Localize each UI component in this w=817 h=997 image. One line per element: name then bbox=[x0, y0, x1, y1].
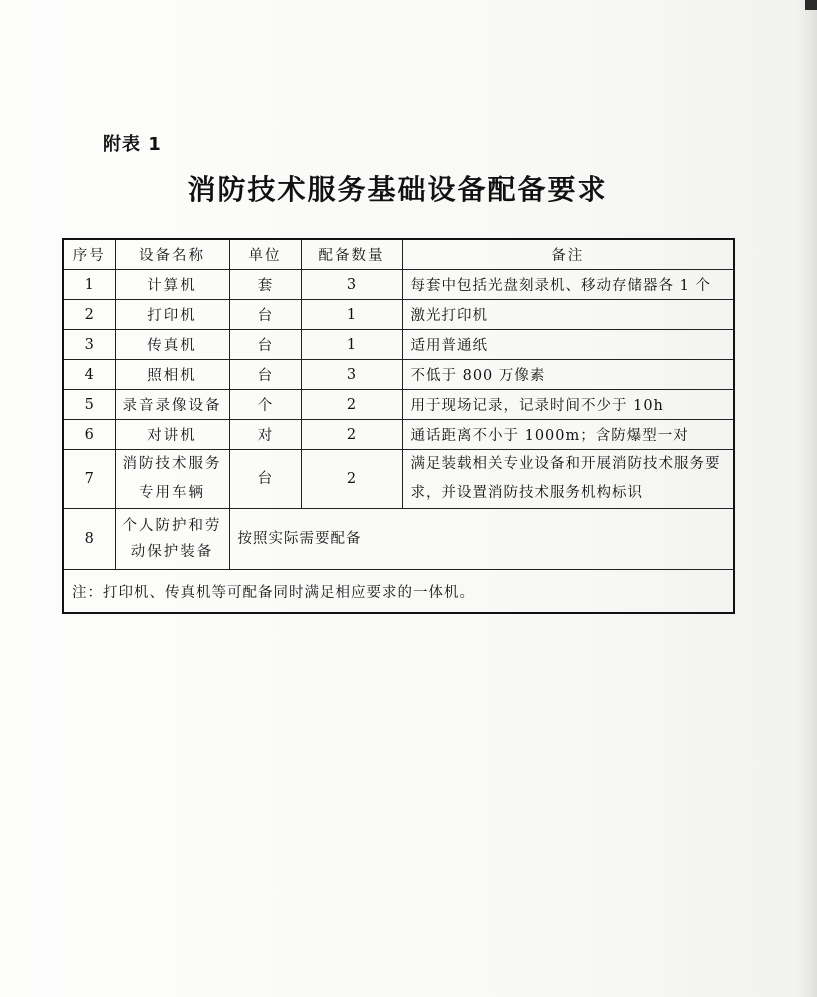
cell-no: 1 bbox=[63, 270, 115, 300]
document-title: 消防技术服务基础设备配备要求 bbox=[187, 173, 608, 206]
header-qty: 配备数量 bbox=[301, 239, 402, 270]
attachment-label: 附表 1 bbox=[103, 134, 162, 155]
cell-unit: 套 bbox=[229, 270, 301, 300]
cell-note: 适用普通纸 bbox=[402, 330, 734, 360]
cell-qty: 3 bbox=[301, 360, 402, 390]
cell-no: 5 bbox=[63, 390, 115, 420]
cell-qty: 3 bbox=[301, 270, 402, 300]
cell-note: 通话距离不小于 1000m；含防爆型一对 bbox=[402, 420, 734, 450]
cell-name-line: 消防技术服务 bbox=[122, 456, 222, 472]
header-name: 设备名称 bbox=[115, 239, 229, 270]
cell-note-line: 满足装载相关专业设备和开展消防技术服务要 bbox=[410, 456, 721, 472]
table-footnote: 注：打印机、传真机等可配备同时满足相应要求的一体机。 bbox=[63, 570, 734, 614]
cell-qty: 2 bbox=[301, 390, 402, 420]
cell-qty: 1 bbox=[301, 300, 402, 330]
cell-no: 3 bbox=[63, 330, 115, 360]
cell-name-line: 动保护装备 bbox=[130, 544, 214, 560]
cell-qty: 1 bbox=[301, 330, 402, 360]
table-header-row bbox=[63, 239, 734, 270]
cell-unit: 台 bbox=[229, 300, 301, 330]
cell-name: 对讲机 bbox=[115, 420, 229, 450]
cell-note: 用于现场记录，记录时间不少于 10h bbox=[402, 390, 734, 420]
table-row bbox=[63, 270, 734, 300]
table-row bbox=[63, 330, 734, 360]
table-row bbox=[63, 509, 734, 570]
cell-unit: 台 bbox=[229, 360, 301, 390]
header-no: 序号 bbox=[63, 239, 115, 270]
table-row bbox=[63, 360, 734, 390]
cell-unit: 台 bbox=[229, 450, 301, 509]
cell-qty: 2 bbox=[301, 420, 402, 450]
cell-merged-note: 按照实际需要配备 bbox=[229, 509, 734, 570]
cell-name-line: 个人防护和劳 bbox=[122, 518, 222, 534]
cell-name bbox=[115, 509, 229, 570]
equipment-requirements-table bbox=[62, 238, 735, 614]
cell-no: 8 bbox=[63, 509, 115, 570]
cell-no: 2 bbox=[63, 300, 115, 330]
page-edge-shadow bbox=[797, 0, 817, 997]
cell-unit: 台 bbox=[229, 330, 301, 360]
cell-note: 不低于 800 万像素 bbox=[402, 360, 734, 390]
header-note: 备注 bbox=[402, 239, 734, 270]
table-row bbox=[63, 300, 734, 330]
cell-no: 7 bbox=[63, 450, 115, 509]
cell-name: 录音录像设备 bbox=[115, 390, 229, 420]
cell-qty: 2 bbox=[301, 450, 402, 509]
cell-name: 计算机 bbox=[115, 270, 229, 300]
cell-name bbox=[115, 450, 229, 509]
table-row bbox=[63, 390, 734, 420]
table-row bbox=[63, 450, 734, 509]
cell-note bbox=[402, 450, 734, 509]
cell-name-line: 专用车辆 bbox=[139, 485, 205, 501]
cell-note-line: 求，并设置消防技术服务机构标识 bbox=[410, 485, 643, 501]
footnote-row bbox=[63, 570, 734, 614]
cell-no: 4 bbox=[63, 360, 115, 390]
cell-name: 照相机 bbox=[115, 360, 229, 390]
cell-name: 打印机 bbox=[115, 300, 229, 330]
header-unit: 单位 bbox=[229, 239, 301, 270]
cell-unit: 个 bbox=[229, 390, 301, 420]
cell-note: 激光打印机 bbox=[402, 300, 734, 330]
corner-mark bbox=[805, 0, 817, 10]
table-row bbox=[63, 420, 734, 450]
cell-no: 6 bbox=[63, 420, 115, 450]
cell-note: 每套中包括光盘刻录机、移动存储器各 1 个 bbox=[402, 270, 734, 300]
cell-name: 传真机 bbox=[115, 330, 229, 360]
cell-unit: 对 bbox=[229, 420, 301, 450]
